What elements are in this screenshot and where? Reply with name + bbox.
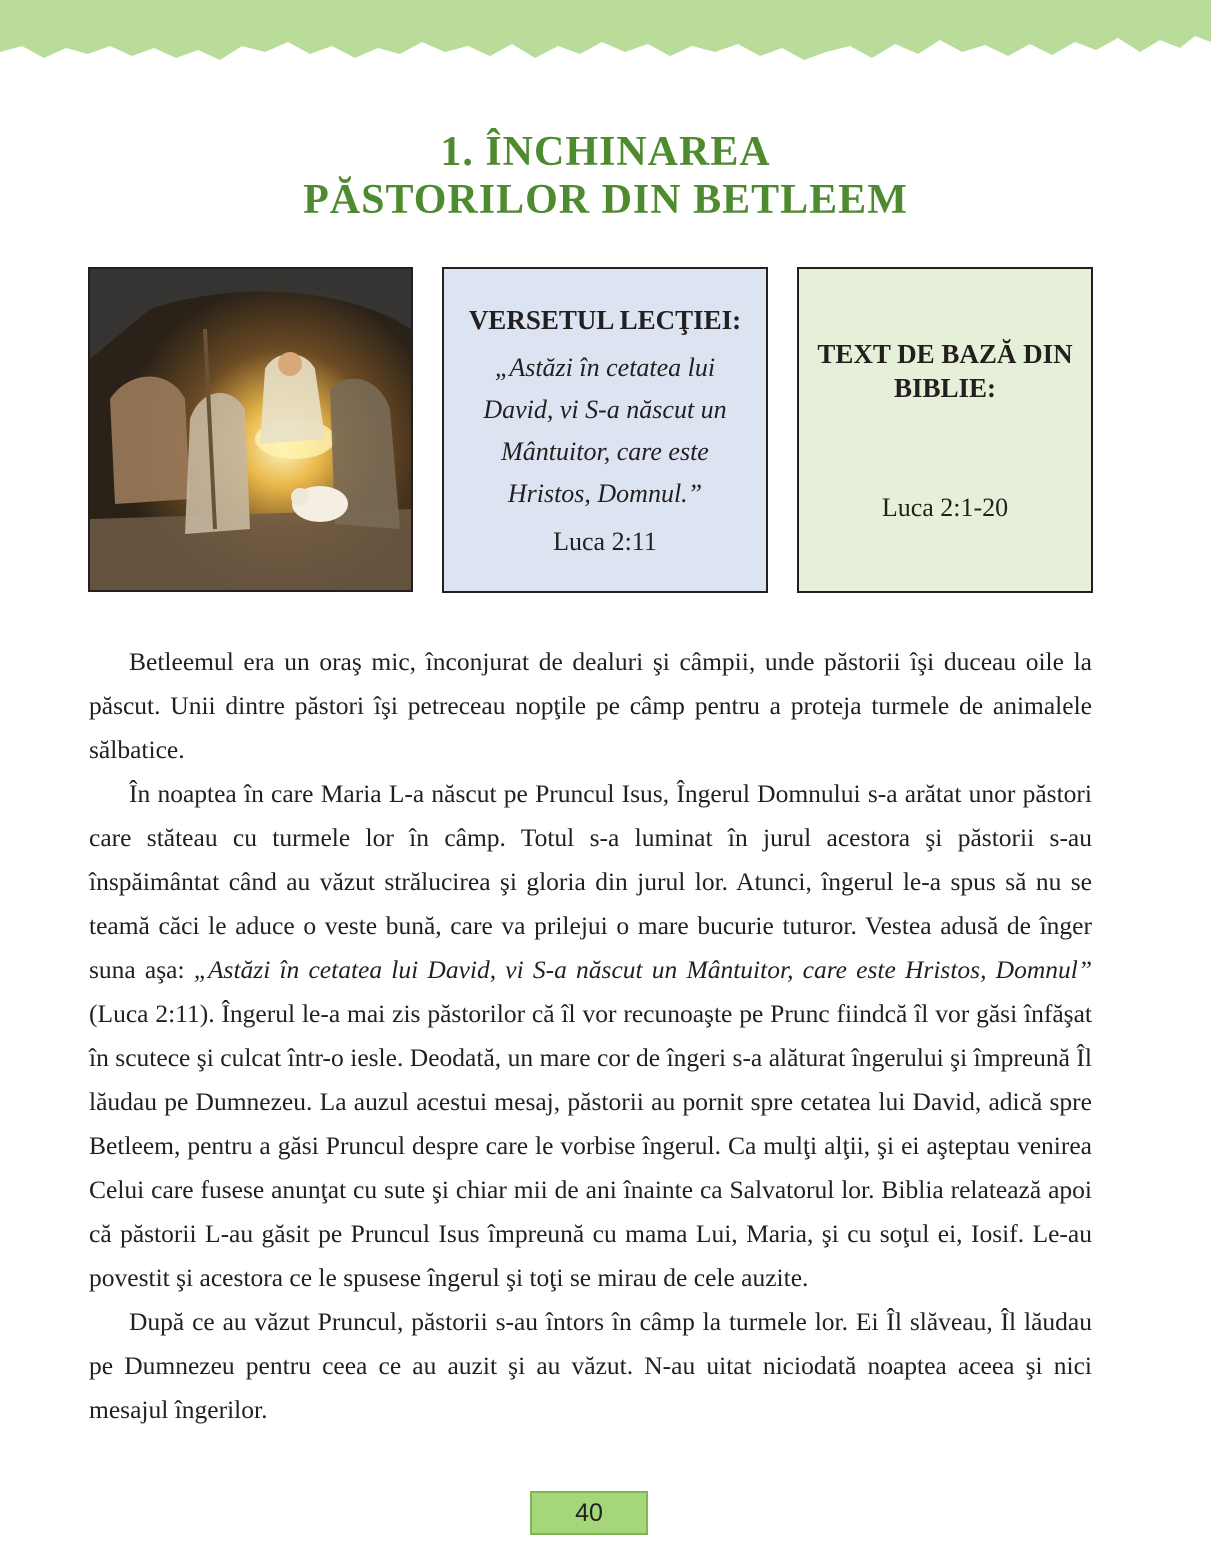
base-text-heading: TEXT DE BAZĂ DIN BIBLIE: <box>817 339 1073 403</box>
paragraph-2-quote: „Astăzi în cetatea lui David, vi S-a născut un Mântuitor, care este Hristos, Domnul” <box>193 955 1093 984</box>
base-text-box <box>797 267 1093 593</box>
paragraph-2 <box>89 772 1092 1300</box>
lesson-verse-text: „Astăzi în cetatea lui David, vi S-a născut un Mântuitor, care este Hristos, Domnul.” <box>483 353 727 508</box>
nativity-picture <box>88 267 413 592</box>
lesson-verse-heading: VERSETUL LECŢIEI: <box>468 305 742 335</box>
lesson-body <box>89 640 1092 1432</box>
page-title-line2: PĂSTORILOR DIN BETLEEM <box>303 177 908 223</box>
lesson-verse-box <box>442 267 768 593</box>
paragraph-1: Betleemul era un oraş mic, înconjurat de dealuri şi câmpii, unde păstorii îşi duceau oile la păscut. Unii dintre păstori îşi petreceau nopţile pe câmp pentru a proteja turmele de animalele sălbatice. <box>89 647 1092 764</box>
paragraph-2-end: (Luca 2:11). Îngerul le-a mai zis păstorilor că îl vor recunoaşte pe Prunc fiindcă îl vor găsi înfăşat în scutece şi culcat într-o iesle. Deodată, un mare cor de îngeri s-a alăturat îngerului şi împreună Îl lăudau pe Dumnezeu. La auzul acestui mesaj, păstorii au pornit spre cetatea lui David, adică spre Betleem, pentru a găsi Pruncul despre care le vorbise îngerul. Ca mulţi alţii, şi ei aşteptau venirea Celui care fusese anunţat cu sute şi chiar mii de ani înainte ca Salvatorul lor. Biblia relatează apoi că păstorii L-au găsit pe Pruncul Isus împreună cu mama Lui, Maria, şi cu soţul ei, Iosif. Le-au povestit şi acestora ce le spusese îngerul şi toţi se mirau de cele auzite. <box>89 999 1092 1292</box>
lesson-verse-reference: Luca 2:11 <box>553 527 657 556</box>
paragraph-2-start: În noaptea în care Maria L-a născut pe Pruncul Isus, Îngerul Domnului s-a arătat unor păstori care stăteau cu turmele lor în câmp. Totul s-a luminat în jurul acestora şi păstorii s-au înspăimântat când au văzut strălucirea şi gloria din jurul lor. Atunci, îngerul le-a spus să nu se teamă căci le aduce o veste bună, care va prilejui o mare bucurie tuturor. Vestea adusă de înger suna aşa: <box>89 779 1092 984</box>
page-number-box <box>530 1491 648 1535</box>
page-title-line1: 1. ÎNCHINAREA <box>440 129 771 175</box>
paragraph-3: După ce au văzut Pruncul, păstorii s-au întors în câmp la turmele lor. Ei Îl slăveau, Îl lăudau pe Dumnezeu pentru ceea ce au auzit şi au văzut. N-au uitat niciodată noaptea aceea şi nici mesajul îngerilor. <box>89 1307 1092 1424</box>
base-text-reference: Luca 2:1-20 <box>881 493 1009 522</box>
page-number: 40 <box>575 1499 603 1527</box>
top-decorative-band <box>0 0 1211 80</box>
